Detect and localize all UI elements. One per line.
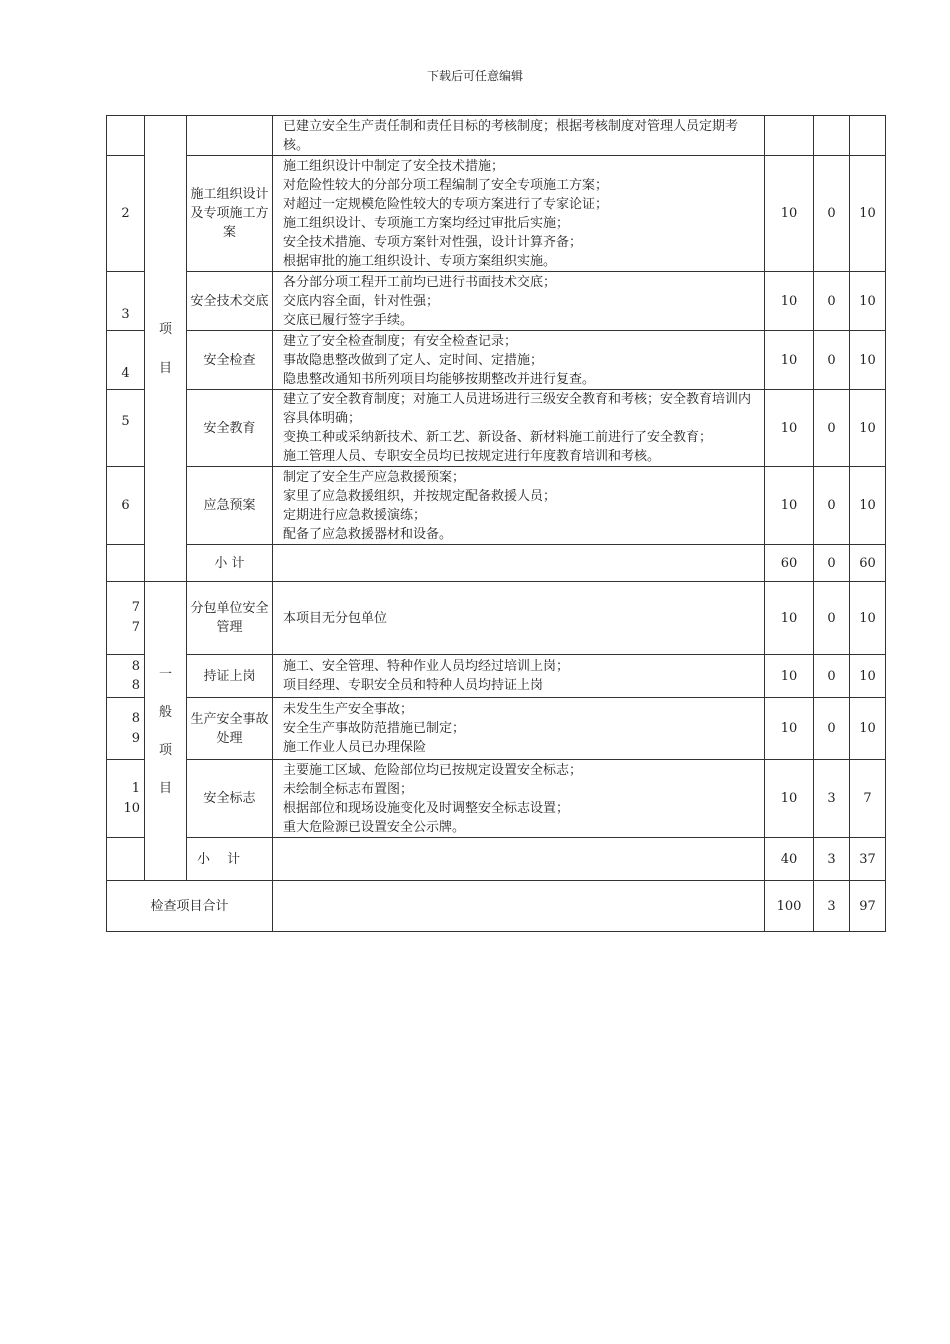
actual-score: 60 [850,545,886,582]
deducted-score: 3 [814,838,850,881]
item-name: 安全标志 [187,760,273,838]
row-number: 7 7 [107,582,145,655]
actual-score [850,116,886,156]
deducted-score: 0 [814,582,850,655]
table-row [107,655,886,698]
item-name [187,116,273,156]
item-description: 已建立安全生产责任制和责任目标的考核制度；根据考核制度对管理人员定期考核。 [273,116,765,156]
full-score: 10 [765,272,814,331]
item-description: 未发生生产安全事故； 安全生产事故防范措施已制定； 施工作业人员已办理保险 [273,698,765,760]
item-name: 分包单位安全管理 [187,582,273,655]
subtotal-row [107,838,886,881]
deducted-score: 0 [814,545,850,582]
total-full-score: 100 [765,881,814,932]
full-score: 60 [765,545,814,582]
deducted-score: 0 [814,390,850,467]
item-description: 施工组织设计中制定了安全技术措施； 对危险性较大的分部分项工程编制了安全专项施工方案； 对超过一定规模危险性较大的专项方案进行了专家论证； 施工组织设计、专项施工方案均经过审批后实施； 安全技术措施、专项方案针对性强，设计计算齐备； 根据审批的施工组织设计、专项方案组织实施。 [273,156,765,272]
item-name: 生产安全事故处理 [187,698,273,760]
deducted-score: 0 [814,467,850,545]
item-name: 安全检查 [187,331,273,390]
item-description: 主要施工区域、危险部位均已按规定设置安全标志； 未绘制全标志布置图； 根据部位和现场设施变化及时调整安全标志设置； 重大危险源已设置安全公示牌。 [273,760,765,838]
deducted-score: 0 [814,698,850,760]
deducted-score: 0 [814,331,850,390]
category-char: 一 [158,666,172,682]
total-row [107,881,886,932]
category-char: 般 [158,704,172,720]
item-description: 制定了安全生产应急救援预案； 家里了应急救援组织，并按规定配备救援人员； 定期进行应急救援演练； 配备了应急救援器材和设备。 [273,467,765,545]
deducted-score: 0 [814,272,850,331]
row-number: 1 10 [107,760,145,838]
actual-score: 10 [850,467,886,545]
table-row [107,156,886,272]
item-name: 持证上岗 [187,655,273,698]
deducted-score: 0 [814,156,850,272]
total-deducted-score: 3 [814,881,850,932]
table-row [107,272,886,331]
item-name: 应急预案 [187,467,273,545]
full-score: 10 [765,331,814,390]
category-char: 目 [158,360,172,376]
category-char: 项 [158,742,172,758]
actual-score: 10 [850,655,886,698]
page-header: 下载后可任意编辑 [426,69,523,83]
table-row [107,331,886,390]
table-row [107,760,886,838]
total-actual-score: 97 [850,881,886,932]
full-score: 10 [765,156,814,272]
row-number: 2 [107,156,145,272]
full-score [765,116,814,156]
actual-score: 10 [850,390,886,467]
full-score: 10 [765,582,814,655]
category-char: 目 [158,780,172,796]
item-description: 施工、安全管理、特种作业人员均经过培训上岗； 项目经理、专职安全员和特种人员均持证上岗 [273,655,765,698]
item-description: 本项目无分包单位 [273,582,765,655]
subtotal-label: 小 计 [187,545,273,582]
item-name: 安全技术交底 [187,272,273,331]
item-description [273,838,765,881]
category-general [145,582,187,881]
table-row [107,467,886,545]
full-score: 10 [765,655,814,698]
subtotal-row [107,545,886,582]
item-description: 建立了安全检查制度；有安全检查记录； 事故隐患整改做到了定人、定时间、定措施； 隐患整改通知书所列项目均能够按期整改并进行复查。 [273,331,765,390]
actual-score: 10 [850,582,886,655]
table-row [107,582,886,655]
safety-inspection-table [106,115,886,932]
full-score: 10 [765,760,814,838]
actual-score: 7 [850,760,886,838]
table-row [107,116,886,156]
row-number: 6 [107,467,145,545]
actual-score: 10 [850,698,886,760]
table-row [107,698,886,760]
subtotal-label: 小 计 [187,838,273,881]
item-name: 施工组织设计 及专项施工方 案 [187,156,273,272]
item-name: 安全教育 [187,390,273,467]
category-char: 项 [158,321,172,337]
deducted-score: 0 [814,655,850,698]
row-number: 8 9 [107,698,145,760]
actual-score: 10 [850,272,886,331]
row-number: 4 [107,331,145,390]
item-description: 建立了安全教育制度；对施工人员进场进行三级安全教育和考核；安全教育培训内容具体明确； 变换工种或采纳新技术、新工艺、新设备、新材料施工前进行了安全教育； 施工管理人员、专职安全员均已按规定进行年度教育培训和考核。 [273,390,765,467]
full-score: 40 [765,838,814,881]
full-score: 10 [765,698,814,760]
deducted-score [814,116,850,156]
full-score: 10 [765,390,814,467]
row-number [107,116,145,156]
row-number: 5 [107,390,145,467]
full-score: 10 [765,467,814,545]
row-number [107,838,145,881]
item-description: 各分部分项工程开工前均已进行书面技术交底； 交底内容全面，针对性强； 交底已履行签字手续。 [273,272,765,331]
row-number: 3 [107,272,145,331]
actual-score: 37 [850,838,886,881]
item-description [273,545,765,582]
total-label: 检查项目合计 [107,881,273,932]
row-number: 8 8 [107,655,145,698]
table-row [107,390,886,467]
category-guarantee [145,116,187,582]
actual-score: 10 [850,331,886,390]
row-number [107,545,145,582]
actual-score: 10 [850,156,886,272]
total-description [273,881,765,932]
deducted-score: 3 [814,760,850,838]
